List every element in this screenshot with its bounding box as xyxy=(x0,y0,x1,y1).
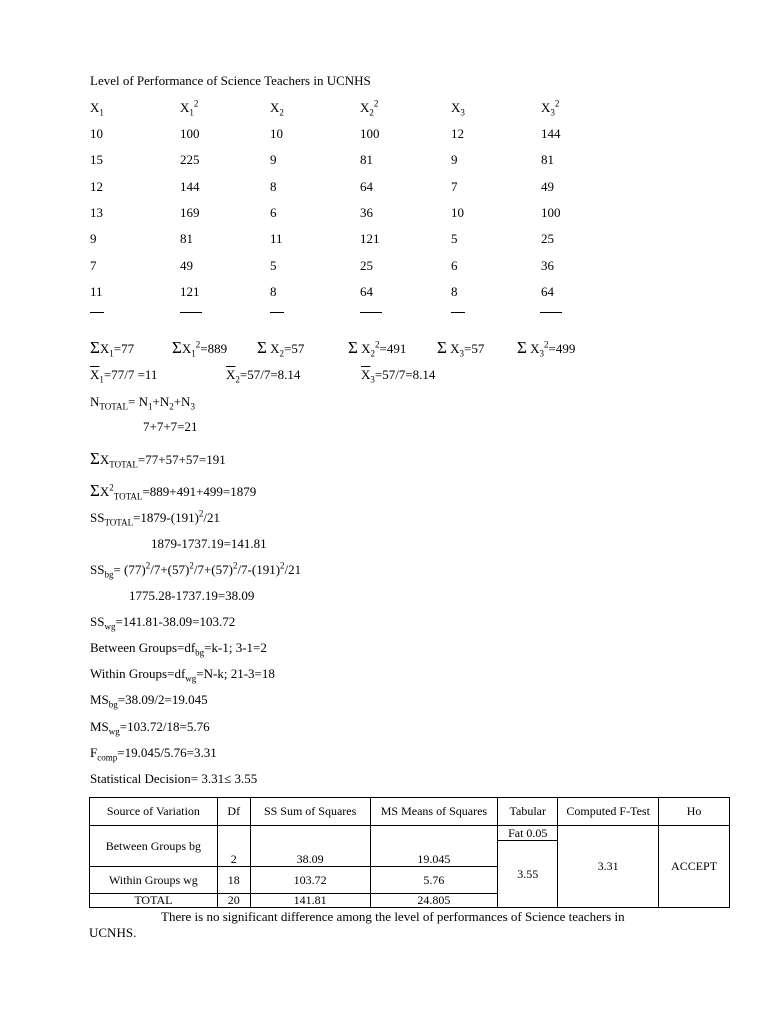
table-cell: 100 xyxy=(541,204,561,220)
row-wg-ms: 5.76 xyxy=(370,867,498,894)
header-ss: SS Sum of Squares xyxy=(250,798,370,826)
page-title: Level of Performance of Science Teachers in UCNHS xyxy=(90,73,371,88)
table-cell: 64 xyxy=(541,283,554,299)
table-cell: 25 xyxy=(541,231,554,247)
column-underline xyxy=(270,312,284,313)
header-ho: Ho xyxy=(659,798,730,826)
column-header: $X_2^2$ xyxy=(360,98,379,118)
table-cell: 11 xyxy=(270,231,283,247)
row-wg-label: Within Groups wg xyxy=(90,867,218,894)
column-underline xyxy=(90,312,104,313)
table-cell: 144 xyxy=(541,126,561,141)
sum-x-squared-total: $\Sigma X^2_{TOTAL}=889+491+499=1879$ xyxy=(90,481,257,502)
ms-wg: $MS_{wg}=103.72/18=5.76$ xyxy=(90,719,210,737)
header-source: Source of Variation xyxy=(90,798,218,826)
f-computed: $F_{comp}=19.045/5.76=3.31$ xyxy=(90,745,217,763)
between-groups-df: Between $Groups=df_{bg}=k-1$; 3-1=2 xyxy=(90,640,267,658)
table-cell: 12 xyxy=(90,178,103,194)
table-cell: 10 xyxy=(451,204,464,220)
computed-value: 3.31 xyxy=(558,826,659,908)
table-cell: 11 xyxy=(90,283,103,299)
row-bg-df: 2 xyxy=(217,826,250,867)
table-cell: 100 xyxy=(360,126,380,141)
row-total-label: TOTAL xyxy=(90,894,218,908)
column-header: $X_1$ xyxy=(90,100,104,118)
table-cell: 5 xyxy=(451,231,458,247)
table-cell: 225 xyxy=(180,152,200,168)
table-cell: 9 xyxy=(451,152,458,168)
table-cell: 15 xyxy=(90,152,103,168)
row-bg-ms: 19.045 xyxy=(370,826,498,867)
tabular-fat-label: Fat 0.05 xyxy=(498,826,558,841)
ss-total-calc: 1879-1737.19=141.81 xyxy=(151,536,267,551)
sum-x3-squared: Σ $X_3^2=499$ xyxy=(517,338,576,359)
mean-x3: $\overline{X}_3=57/7=8.14$ xyxy=(361,367,436,385)
table-cell: 8 xyxy=(270,178,277,194)
row-total-ss: 141.81 xyxy=(250,894,370,908)
sum-x1-squared: $\Sigma X_1^2=889$ xyxy=(172,338,228,359)
ms-bg: $MS_{bg}=38.09/2=19.045$ xyxy=(90,692,208,710)
table-cell: 81 xyxy=(180,231,193,247)
table-cell: 9 xyxy=(90,231,97,247)
ss-bg-formula: $SS_{bg}= (77)^2/7+(57)^2/7+(57)^2/7-(191)^2/21$ xyxy=(90,560,302,580)
row-wg-ss: 103.72 xyxy=(250,867,370,894)
column-header: $X_2$ xyxy=(270,100,284,118)
table-cell: 144 xyxy=(180,178,200,194)
table-cell: 6 xyxy=(270,204,277,220)
ss-wg: $SS_{wg}=141.81-38.09=103.72$ xyxy=(90,614,236,632)
anova-table xyxy=(89,797,730,908)
sum-x1: $\Sigma X_1=77$ xyxy=(90,338,135,359)
table-cell: 169 xyxy=(180,204,200,220)
column-underline xyxy=(451,312,465,313)
table-cell: 64 xyxy=(360,283,373,299)
header-computed: Computed F-Test xyxy=(558,798,659,826)
n-total-formula: $N_{TOTAL}= N_1+N_2+N_3$ xyxy=(90,394,195,412)
table-cell: 36 xyxy=(360,204,373,220)
table-cell: 6 xyxy=(451,257,458,273)
table-cell: 100 xyxy=(180,126,200,141)
ss-bg-calc: 1775.28-1737.19=38.09 xyxy=(129,588,255,603)
tabular-value: 3.55 xyxy=(498,841,558,908)
n-total-calc: 7+7+7=21 xyxy=(143,419,198,434)
ho-value: ACCEPT xyxy=(659,826,730,908)
table-cell: 8 xyxy=(451,283,458,299)
mean-x1: $\overline{X}_1=77/7 =11$ xyxy=(90,367,158,385)
table-cell: 9 xyxy=(270,152,277,168)
table-cell: 7 xyxy=(90,257,97,273)
row-total-ms: 24.805 xyxy=(370,894,498,908)
column-header: $X_1^2$ xyxy=(180,98,199,118)
table-cell: 81 xyxy=(541,152,554,168)
statistical-decision: Statistical Decision= 3.31≤ 3.55 xyxy=(90,771,258,786)
header-ms: MS Means of Squares xyxy=(370,798,498,826)
table-cell: 121 xyxy=(180,283,200,299)
table-cell: 36 xyxy=(541,257,554,273)
table-cell: 13 xyxy=(90,204,103,220)
table-cell: 10 xyxy=(270,126,283,141)
table-cell: 64 xyxy=(360,178,373,194)
sum-x3: Σ $X_3=57$ xyxy=(437,338,485,359)
header-df: Df xyxy=(217,798,250,826)
sum-x-total: $\Sigma X_{TOTAL}=77+57+57=191$ xyxy=(90,449,226,470)
table-cell: 81 xyxy=(360,152,373,168)
table-cell: 5 xyxy=(270,257,277,273)
mean-x2: $\overline{X}_2=57/7=8.14$ xyxy=(226,367,301,385)
table-cell: 8 xyxy=(270,283,277,299)
table-cell: 49 xyxy=(180,257,193,273)
column-underline xyxy=(540,312,562,313)
table-cell: 10 xyxy=(90,126,103,141)
table-cell: 49 xyxy=(541,178,554,194)
table-cell: 12 xyxy=(451,126,464,141)
column-header: $X_3^2$ xyxy=(541,98,560,118)
table-cell: 121 xyxy=(360,231,380,247)
conclusion-paragraph: There is no significant difference among the level of performances of Science teachers in UCNHS. xyxy=(89,909,625,940)
column-underline xyxy=(180,312,202,313)
table-cell: 25 xyxy=(360,257,373,273)
column-header: $X_3$ xyxy=(451,100,465,118)
ss-total-formula: $SS_{TOTAL}=1879-(191)^2/21$ xyxy=(90,508,221,528)
row-bg-ss: 38.09 xyxy=(250,826,370,867)
row-wg-df: 18 xyxy=(217,867,250,894)
column-underline xyxy=(360,312,382,313)
within-groups-df: Within $Groups=df_{wg}=N-k$; 21-3=18 xyxy=(90,666,275,684)
sum-x2-squared: Σ $X_2^2=491$ xyxy=(348,338,407,359)
row-bg-label: Between Groups bg xyxy=(90,826,218,867)
sum-x2: Σ $X_2=57$ xyxy=(257,338,305,359)
header-tabular: Tabular xyxy=(498,798,558,826)
row-total-df: 20 xyxy=(217,894,250,908)
table-cell: 7 xyxy=(451,178,458,194)
